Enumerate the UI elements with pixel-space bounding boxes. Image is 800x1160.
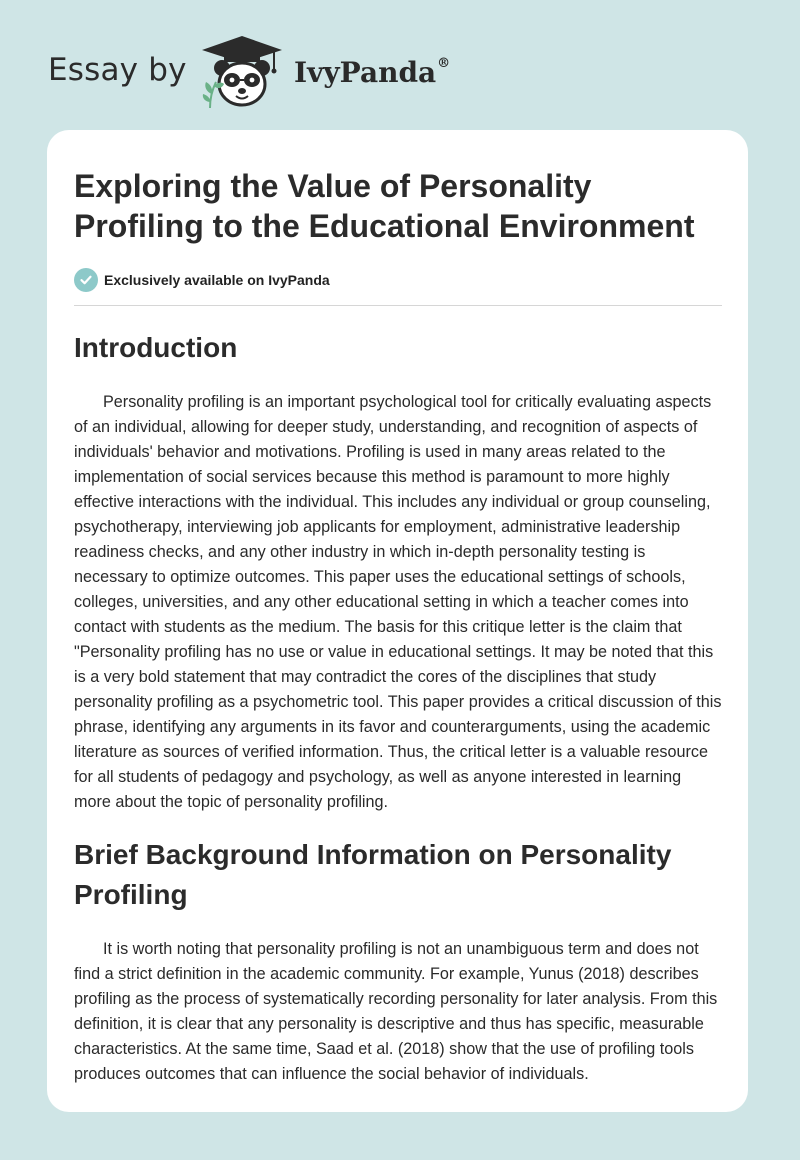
section-heading-background: Brief Background Information on Personality Profiling [74, 839, 672, 910]
exclusive-badge [74, 267, 722, 293]
essay-title: Exploring the Value of Personality Profiling to the Educational Environment [74, 168, 695, 244]
section-heading-introduction: Introduction [74, 332, 238, 363]
check-icon [74, 268, 98, 292]
exclusive-label: Exclusively available on IvyPanda [104, 272, 330, 288]
site-header [48, 34, 468, 110]
essay-by-label: Essay by [48, 52, 187, 88]
ivypanda-logo-icon[interactable] [200, 34, 284, 110]
section-paragraph-background: It is worth noting that personality profiling is not an unambiguous term and does not find a strict definition in the academic community. For example, Yunus (2018) describes profiling as the process of systematically recording personality for later analysis. From this definition, it is clear that any personality is descriptive and thus has specific, measurable characteristics. At the same time, Saad et al. (2018) show that the use of profiling tools produces outcomes that can influence the social behavior of individuals. [74, 940, 718, 1083]
essay-card [47, 130, 748, 1112]
title-divider [74, 305, 722, 306]
ivypanda-brand-name[interactable]: IvyPanda® [294, 56, 451, 89]
registered-mark: ® [437, 56, 451, 71]
essay-content [74, 166, 722, 1087]
section-paragraph-introduction: Personality profiling is an important psychological tool for critically evaluating aspects of an individual, allowing for deeper study, understanding, and recognition of aspects of individuals' behavior and motivations. Profiling is used in many areas related to the implementation of social services because this method is paramount to more highly effective interactions with the individual. This includes any individual or group counseling, psychotherapy, interviewing job applicants for employment, administrative leadership readiness checks, and any other industry in which in-depth personality testing is necessary to optimize outcomes. This paper uses the educational settings of schools, colleges, universities, and any other educational setting in which a teacher comes into contact with students as the medium. The basis for this critique letter is the claim that "Personality profiling has no use or value in educational settings. It may be noted that this is a very bold statement that may contradict the cores of the disciplines that study personality profiling as a psychometric tool. This paper provides a critical discussion of this phrase, identifying any arguments in its favor and counterarguments, using the academic literature as sources of verified information. Thus, the critical letter is a valuable resource for all students of pedagogy and psychology, as well as anyone interested in learning more about the topic of personality profiling. [74, 393, 722, 811]
